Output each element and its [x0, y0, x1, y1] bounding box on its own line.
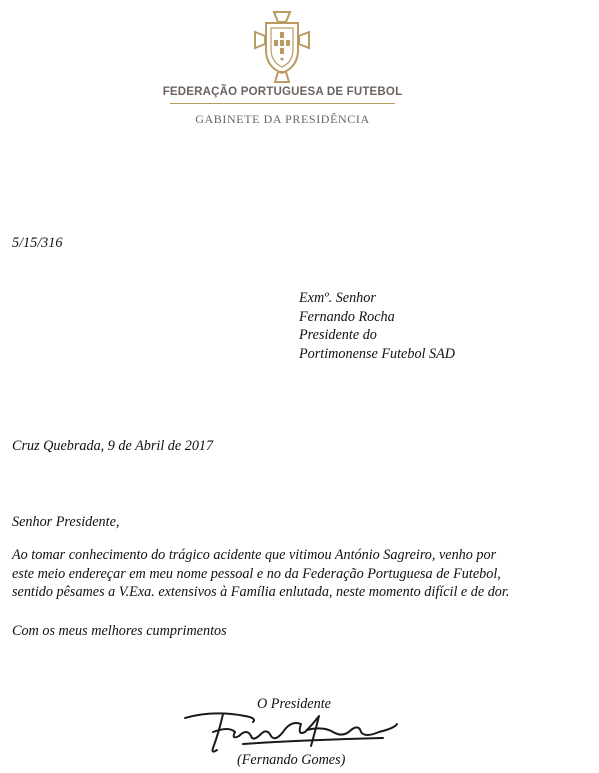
office-name: GABINETE DA PRESIDÊNCIA [195, 112, 370, 126]
signer-title: O Presidente [257, 696, 331, 712]
letterhead-divider [170, 103, 395, 104]
closing-line: Com os meus melhores cumprimentos [12, 623, 227, 639]
place-date: Cruz Quebrada, 9 de Abril de 2017 [12, 438, 214, 454]
salutation: Senhor Presidente, [12, 514, 120, 530]
organization-name: FEDERAÇÃO PORTUGUESA DE FUTEBOL [162, 86, 403, 98]
letterhead [0, 0, 599, 130]
addressee-line: Exmº. Senhor [299, 290, 376, 306]
addressee-block [299, 289, 455, 364]
signer-name: (Fernando Gomes) [237, 752, 346, 768]
handwritten-signature [183, 702, 403, 758]
addressee-line: Presidente do [299, 327, 377, 344]
reference-number: 5/15/316 [12, 235, 63, 251]
addressee-line: Portimonense Futebol SAD [299, 346, 456, 363]
body-line: Ao tomar conhecimento do trágico acidente que vitimou António Sagreiro, venho por [12, 547, 497, 563]
body-line: este meio endereçar em meu nome pessoal e no da Federação Portuguesa de Futebol, [12, 565, 501, 582]
fpf-crest-icon [253, 10, 311, 84]
addressee-line: Fernando Rocha [299, 308, 395, 325]
body-line: sentido pêsames a V.Exa. extensivos à Família enlutada, neste momento difícil e de dor. [12, 584, 510, 601]
letter-body [12, 546, 509, 602]
